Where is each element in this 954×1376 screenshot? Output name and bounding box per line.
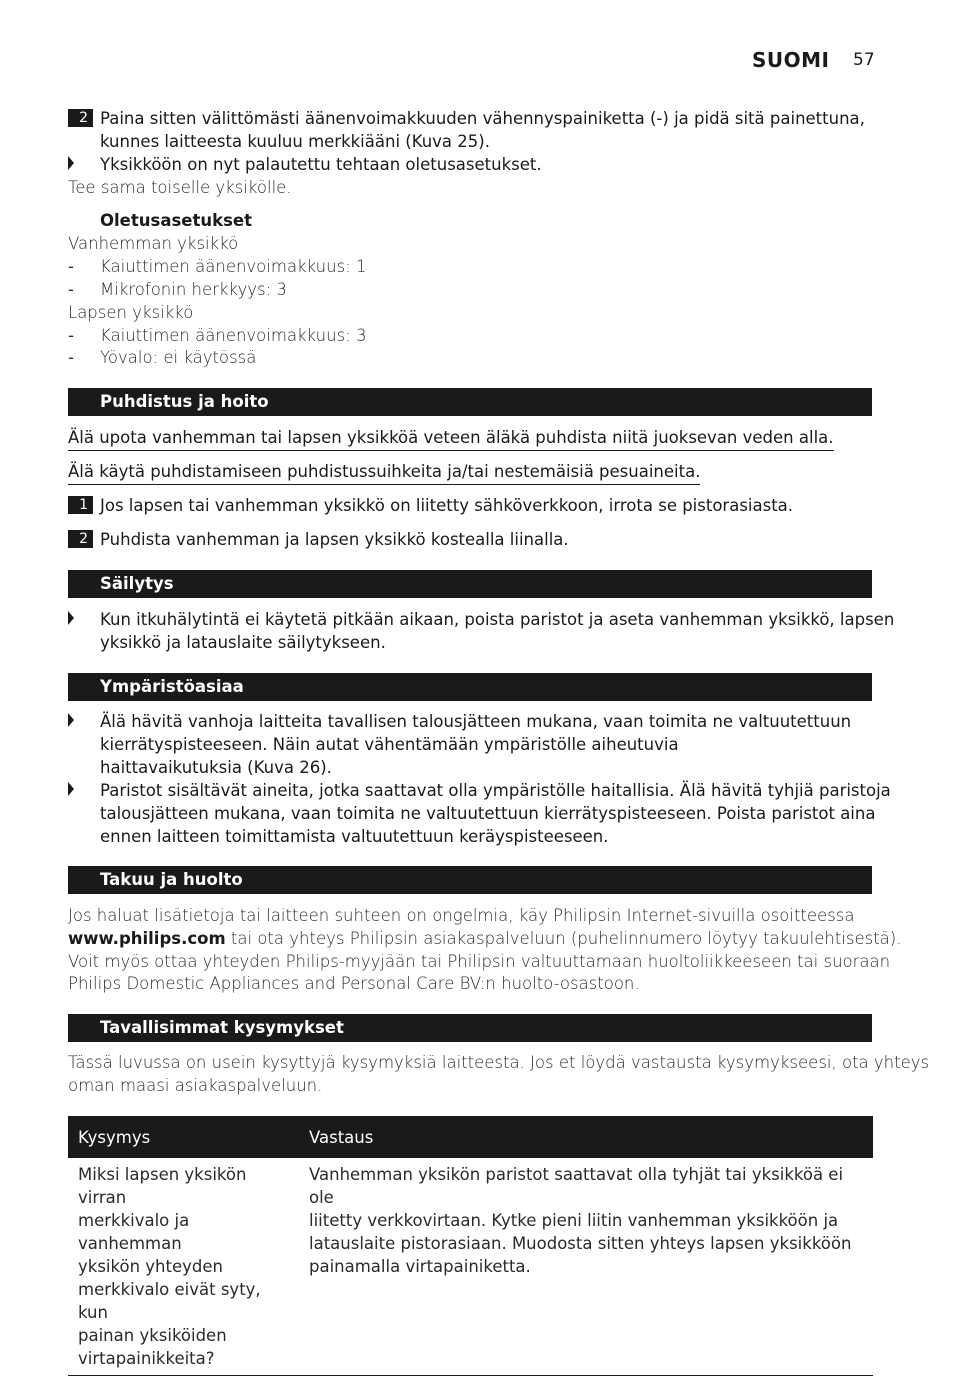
section-heading-warranty: Takuu ja huolto	[68, 866, 872, 894]
question-line: painan yksiköiden	[78, 1326, 227, 1345]
warranty-line2	[68, 927, 901, 950]
question-line: merkkivalo ja vanhemman	[78, 1211, 190, 1253]
step-number: 2	[68, 109, 93, 127]
column-header-question: Kysymys	[68, 1116, 299, 1158]
reset-step2-line1: Paina sitten välittömästi äänenvoimakkuuden vähennyspainiketta (-) ja pidä sitä painettuna,	[100, 109, 865, 128]
table-row	[68, 1158, 873, 1376]
reset-result: Yksikköön on nyt palautettu tehtaan oletusasetukset.	[100, 155, 542, 174]
question-cell	[68, 1158, 299, 1376]
bullet-icon	[68, 611, 74, 625]
question-line: merkkivalo eivät syty, kun	[78, 1280, 261, 1322]
parent-unit-label: Vanhemman yksikkö	[68, 234, 239, 253]
cleaning-step1: Jos lapsen tai vanhemman yksikkö on liitetty sähköverkkoon, irrota se pistorasiasta.	[100, 496, 794, 515]
list-dash: -	[68, 257, 74, 276]
bullet-icon	[68, 782, 74, 796]
philips-website-link[interactable]: www.philips.com	[68, 929, 226, 948]
faq-table	[68, 1116, 873, 1376]
warranty-line3: Voit myös ottaa yhteyden Philips-myyjään tai Philipsin valtuuttamaan huoltoliikkeeseen tai suoraan	[68, 952, 891, 971]
warranty-line4: Philips Domestic Appliances and Personal Care BV:n huolto-osastoon.	[68, 974, 640, 993]
list-item: Kaiuttimen äänenvoimakkuus: 3	[100, 326, 367, 345]
baby-unit-label: Lapsen yksikkö	[68, 303, 194, 322]
cleaning-step2: Puhdista vanhemman ja lapsen yksikkö kostealla liinalla.	[100, 530, 569, 549]
bullet-icon	[68, 156, 74, 170]
list-dash: -	[68, 280, 74, 299]
storage-line1: Kun itkuhälytintä ei käytetä pitkään aikaan, poista paristot ja aseta vanhemman yksikkö, lapsen	[100, 610, 895, 629]
defaults-title: Oletusasetukset	[100, 211, 252, 230]
bullet-icon	[68, 713, 74, 727]
section-heading-faq: Tavallisimmat kysymykset	[68, 1014, 872, 1042]
warranty-line2-rest: tai ota yhteys Philipsin asiakaspalveluun (puhelinnumero löytyy takuulehtisestä).	[225, 929, 902, 948]
environment-bullet2-line2: talousjätteen mukana, vaan toimita ne valtuutettuun kierrätyspisteeseen. Poista paristot aina	[100, 804, 876, 823]
environment-bullet1-line3: haittavaikutuksia (Kuva 26).	[100, 758, 332, 777]
faq-intro-line1: Tässä luvussa on usein kysyttyjä kysymyksiä laitteesta. Jos et löydä vastausta kysymykseesi, ota yhteys	[68, 1053, 930, 1072]
language-label: SUOMI	[752, 48, 830, 72]
environment-bullet2-line3: ennen laitteen toimittamista valtuutettuun keräyspisteeseen.	[100, 827, 609, 846]
answer-line: latauslaite pistorasiaan. Muodosta sitten yhteys lapsen yksikköön	[309, 1234, 852, 1253]
list-item: Yövalo: ei käytössä	[100, 348, 257, 367]
cleaning-warning-1: Älä upota vanhemman tai lapsen yksikköä veteen äläkä puhdista niitä juoksevan veden alla.	[68, 426, 834, 451]
storage-line2: yksikkö ja latauslaite säilytykseen.	[100, 633, 386, 652]
section-heading-storage: Säilytys	[68, 570, 872, 598]
faq-intro-line2: oman maasi asiakaspalveluun.	[68, 1076, 323, 1095]
environment-bullet1-line2: kierrätyspisteeseen. Näin autat vähentämään ympäristölle aiheutuvia	[100, 735, 679, 754]
environment-bullet2-line1: Paristot sisältävät aineita, jotka saattavat olla ympäristölle haitallisia. Älä hävitä tyhjiä paristoja	[100, 781, 891, 800]
answer-cell	[299, 1158, 873, 1376]
section-heading-cleaning: Puhdistus ja hoito	[68, 388, 872, 416]
column-header-answer: Vastaus	[299, 1116, 873, 1158]
page-number: 57	[853, 50, 875, 70]
list-item: Mikrofonin herkkyys: 3	[100, 280, 287, 299]
question-line: Miksi lapsen yksikön virran	[78, 1165, 247, 1207]
section-heading-environment: Ympäristöasiaa	[68, 673, 872, 701]
step-number: 1	[68, 496, 93, 514]
list-dash: -	[68, 348, 74, 367]
question-line: yksikön yhteyden	[78, 1257, 223, 1276]
cleaning-warning-2: Älä käytä puhdistamiseen puhdistussuihkeita ja/tai nestemäisiä pesuaineita.	[68, 460, 700, 485]
warranty-line1: Jos haluat lisätietoja tai laitteen suhteen on ongelmia, käy Philipsin Internet-sivuilla osoitteessa	[68, 906, 855, 925]
answer-line: painamalla virtapainiketta.	[309, 1257, 531, 1276]
environment-bullet1-line1: Älä hävitä vanhoja laitteita tavallisen talousjätteen mukana, vaan toimita ne valtuutettuun	[100, 712, 852, 731]
answer-line: liitetty verkkovirtaan. Kytke pieni liitin vanhemman yksikköön ja	[309, 1211, 839, 1230]
question-line: virtapainikkeita?	[78, 1349, 215, 1368]
reset-repeat: Tee sama toiselle yksikölle.	[68, 178, 292, 197]
step-number: 2	[68, 530, 93, 548]
list-item: Kaiuttimen äänenvoimakkuus: 1	[100, 257, 367, 276]
reset-step2-line2: kunnes laitteesta kuuluu merkkiääni (Kuva 25).	[100, 132, 490, 151]
list-dash: -	[68, 326, 74, 345]
answer-line: Vanhemman yksikön paristot saattavat olla tyhjät tai yksikköä ei ole	[309, 1165, 844, 1207]
